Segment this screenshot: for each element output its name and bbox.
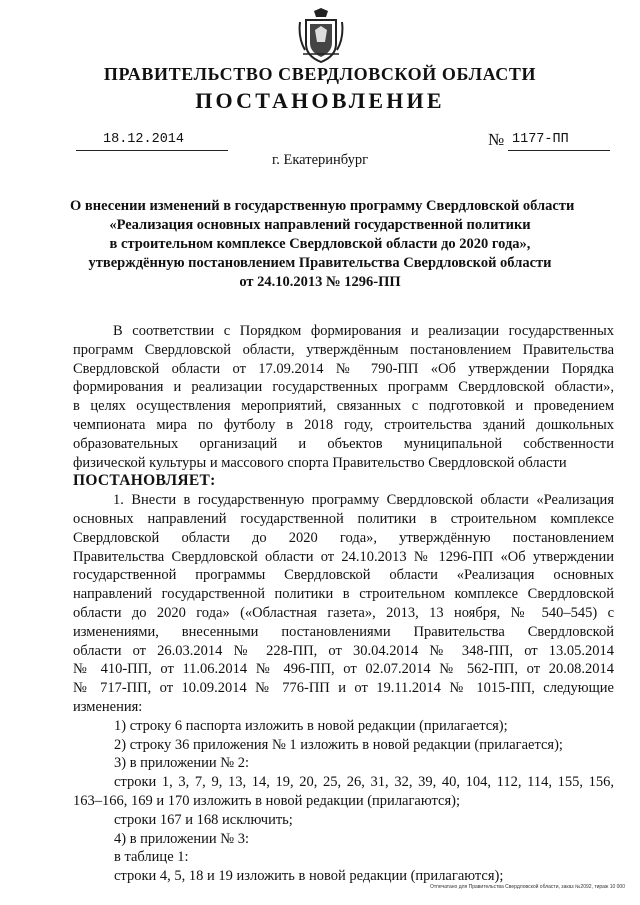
title-line: утверждённую постановлением Правительства Свердловской области — [88, 255, 552, 271]
item1-line: № 410-ПП, от 11.06.2014 № 496-ПП, от 02.07.2014 № 562-ПП, от 20.08.2014 — [73, 661, 614, 678]
document-title — [70, 197, 575, 292]
item1-line: изменения: — [73, 698, 143, 715]
item1-line: Правительства Свердловской области от 24.10.2013 № 1296-ПП «Об утверждении — [73, 548, 614, 565]
item1-line: Свердловской области до 2020 года», утверждённую постановлением — [73, 529, 614, 546]
city: г. Екатеринбург — [271, 152, 369, 168]
resolves-word: ПОСТАНОВЛЯЕТ: — [73, 472, 216, 490]
document-body — [73, 322, 614, 886]
number-label: № — [488, 130, 505, 149]
preamble-line: формирования и реализации государственных программ Свердловской области», — [73, 379, 614, 396]
subitem-3b: строки 167 и 168 исключить; — [114, 811, 293, 828]
item1-line: № 717-ПП, от 10.09.2014 № 776-ПП и от 19.11.2014 № 1015-ПП, следующие — [73, 680, 614, 697]
date-field — [76, 131, 228, 151]
preamble-line: Свердловской области от 17.09.2014 № 790-ПП «Об утверждении Порядка — [73, 360, 614, 377]
subitem-4a: в таблице 1: — [114, 849, 189, 866]
subitem-3a-line: строки 1, 3, 7, 9, 13, 14, 19, 20, 25, 26, 31, 32, 39, 40, 104, 112, 114, 155, 156, — [114, 774, 614, 791]
document-date: 18.12.2014 — [103, 132, 185, 147]
subitem-2: 2) строку 36 приложения № 1 изложить в новой редакции (прилагается); — [114, 736, 563, 753]
item1-line: области до 2020 года» («Областная газета», 2013, 13 ноября, № 540–545) с — [73, 604, 614, 621]
subitem-1: 1) строку 6 паспорта изложить в новой редакции (прилагается); — [114, 717, 508, 734]
preamble-line: программ Свердловской области, утверждённым постановлением Правительства — [73, 341, 614, 358]
title-line: «Реализация основных направлений государственной политики — [109, 217, 531, 233]
preamble-line: образовательных организаций и объектов муниципальной собственности — [73, 435, 614, 452]
preamble-line: В соответствии с Порядком формирования и реализации государственных — [113, 323, 614, 339]
coat-of-arms-emblem — [298, 8, 344, 64]
subitem-4: 4) в приложении № 3: — [114, 830, 249, 847]
subitem-3a-line: 163–166, 169 и 170 изложить в новой редакции (прилагаются); — [73, 792, 460, 809]
subitem-3: 3) в приложении № 2: — [114, 755, 249, 772]
item1-line: изменениями, внесенными постановлениями Правительства Свердловской — [73, 623, 614, 640]
government-name: ПРАВИТЕЛЬСТВО СВЕРДЛОВСКОЙ ОБЛАСТИ — [103, 64, 537, 84]
preamble-line: в целях осуществления мероприятий, связанных с подготовкой и проведением — [73, 398, 614, 415]
preamble-line: чемпионата мира по футболу в 2018 году, строительства зданий дошкольных — [73, 416, 614, 433]
document-number: 1177-ПП — [512, 132, 569, 147]
preamble-line: физической культуры и массового спорта Правительство Свердловской области — [73, 454, 567, 471]
subitem-4b: строки 4, 5, 18 и 19 изложить в новой редакции (прилагаются); — [114, 868, 504, 885]
title-line: О внесении изменений в государственную программу Свердловской области — [70, 198, 575, 214]
item1-line: 1. Внести в государственную программу Свердловской области «Реализация — [113, 492, 614, 509]
item1-line: основных направлений государственной политики в строительном комплексе — [73, 510, 614, 527]
title-line: в строительном комплексе Свердловской области до 2020 года», — [109, 236, 531, 252]
number-field — [508, 131, 610, 151]
item1-line: области от 26.03.2014 № 228-ПП, от 30.04.2014 № 348-ПП, от 13.05.2014 — [73, 642, 614, 659]
item1-line: государственной программы Свердловской области «Реализация основных — [73, 567, 614, 584]
document-type: ПОСТАНОВЛЕНИЕ — [195, 88, 445, 113]
item1-line: направлений государственной политики в строительном комплексе Свердловской — [73, 586, 614, 603]
title-line: от 24.10.2013 № 1296-ПП — [239, 274, 401, 290]
print-footer-note: Отпечатано для Правительства Свердловской области, заказ №2092, тираж 10 000 — [429, 884, 625, 890]
